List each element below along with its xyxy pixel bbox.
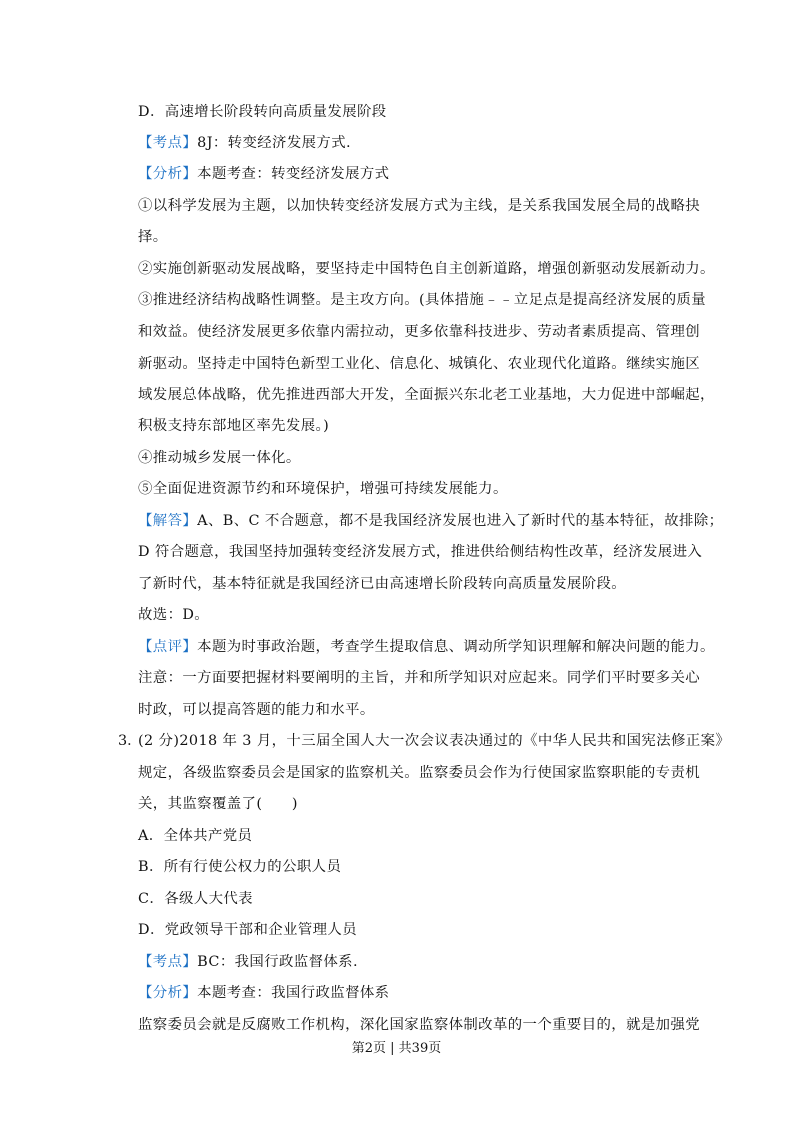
jieda-line: D 符合题意，我国坚持加强转变经济发展方式，推进供给侧结构性改革，经济发展进入 <box>138 544 703 560</box>
analysis-line: 域发展总体战略，优先推进西部大开发，全面振兴东北老工业基地，大力促进中部崛起， <box>138 387 715 403</box>
q2-jieda <box>138 511 724 531</box>
fenxi-tag: 【分析】 <box>138 166 198 182</box>
q3-stem-line: 规定，各级监察委员会是国家的监察机关。监察委员会作为行使国家监察职能的专责机 <box>138 765 701 781</box>
q2-kaodian <box>138 133 678 153</box>
q2-answer: 故选：D。 <box>138 607 210 623</box>
dianping-line: 注意：一方面要把握材料要阐明的主旨，并和所学知识对应起来。同学们平时要多关心 <box>138 670 701 686</box>
jieda-tag: 【解答】 <box>138 513 198 529</box>
analysis-line: 和效益。使经济发展更多依靠内需拉动，更多依靠科技进步、劳动者素质提高、管理创 <box>138 324 701 340</box>
q3-option-d: D．党政领导干部和企业管理人员 <box>138 922 358 938</box>
analysis-line: ③推进经济结构战略性调整。是主攻方向。(具体措施﹣﹣立足点是提高经济发展的质量 <box>138 292 707 308</box>
kaodian-tag: 【考点】 <box>138 135 198 151</box>
kaodian-text: BC：我国行政监督体系. <box>197 954 358 970</box>
analysis-line: ⑤全面促进资源节约和环境保护，增强可持续发展能力。 <box>138 481 508 497</box>
q2-fenxi <box>138 164 678 184</box>
dianping-tag: 【点评】 <box>138 639 198 655</box>
jieda-text: A、B、C 不合题意，都不是我国经济发展也进入了新时代的基本特征，故排除； <box>197 513 724 529</box>
analysis-line: 积极支持东部地区率先发展。) <box>138 418 330 434</box>
q3-kaodian <box>138 952 678 972</box>
q3-analysis-line: 监察委员会就是反腐败工作机构，深化国家监察体制改革的一个重要目的，就是加强党 <box>138 1017 701 1033</box>
q3-option-c: C．各级人大代表 <box>138 891 253 907</box>
q2-option-d: D．高速增长阶段转向高质量发展阶段 <box>138 104 387 120</box>
q3-option-a: A．全体共产党员 <box>138 828 253 844</box>
fenxi-text: 本题考查：转变经济发展方式 <box>197 166 390 182</box>
jieda-line: 了新时代，基本特征就是我国经济已由高速增长阶段转向高质量发展阶段。 <box>138 576 627 592</box>
analysis-line: 新驱动。坚持走中国特色新型工业化、信息化、城镇化、农业现代化道路。继续实施区 <box>138 356 701 372</box>
q3-stem-line: 关，其监察覆盖了( ) <box>138 796 298 812</box>
analysis-line: ①以科学发展为主题，以加快转变经济发展方式为主线，是关系我国发展全局的战略抉 <box>138 198 701 214</box>
analysis-line: 择。 <box>138 229 168 245</box>
fenxi-tag: 【分析】 <box>138 985 198 1001</box>
dianping-text: 本题为时事政治题，考查学生提取信息、调动所学知识理解和解决问题的能力。 <box>197 639 715 655</box>
page-footer: 第2页 | 共39页 <box>351 1041 442 1056</box>
q3-number: 3． <box>118 733 142 749</box>
kaodian-tag: 【考点】 <box>138 954 198 970</box>
kaodian-text: 8J：转变经济发展方式. <box>197 135 351 151</box>
q3-stem-line: (2 分)2018 年 3 月，十三届全国人大一次会议表决通过的《中华人民共和国宪法修正案》 <box>138 733 731 749</box>
analysis-line: ④推动城乡发展一体化。 <box>138 450 301 466</box>
analysis-line: ②实施创新驱动发展战略，要坚持走中国特色自主创新道路，增强创新驱动发展新动力。 <box>138 261 715 277</box>
dianping-line: 时政，可以提高答题的能力和水平。 <box>138 702 375 718</box>
q3-fenxi <box>138 983 678 1003</box>
q2-dianping <box>138 637 715 657</box>
q3-option-b: B．所有行使公权力的公职人员 <box>138 859 342 875</box>
fenxi-text: 本题考查：我国行政监督体系 <box>197 985 390 1001</box>
